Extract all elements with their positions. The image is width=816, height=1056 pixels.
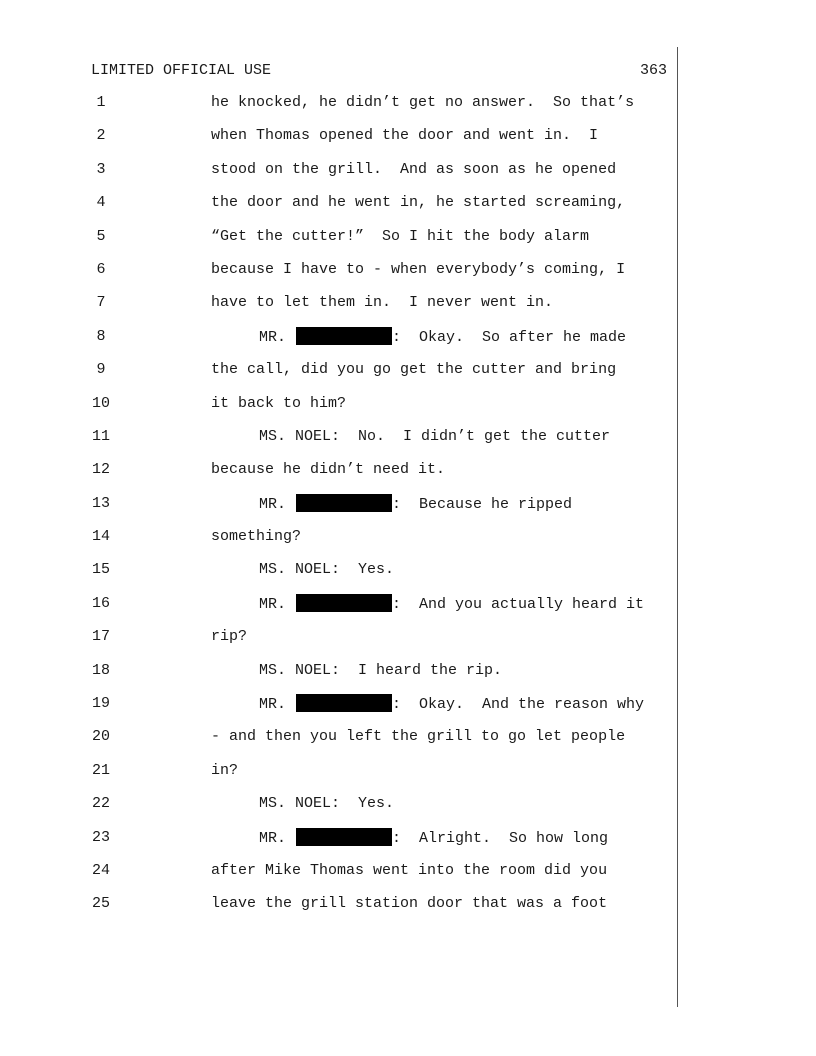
transcript-line [0,794,816,827]
speaker-prefix: MR. [259,328,287,346]
line-text: have to let them in. I never went in. [211,294,554,312]
speaker-prefix: MR. [259,595,287,613]
line-number: 10 [91,394,110,412]
line-number: 17 [91,628,110,646]
line-number: 13 [91,494,110,512]
speaker-prefix: MR. [259,495,287,513]
line-number: 20 [91,728,110,746]
transcript-line [0,193,816,226]
line-text: in? [211,761,239,779]
line-number: 3 [96,160,106,178]
line-number: 7 [96,294,106,312]
speaker-line [259,694,644,715]
line-text: : Okay. And the reason why [392,696,645,714]
transcript-line [0,861,816,894]
line-text: because he didn’t need it. [211,461,446,479]
line-number: 22 [91,795,110,813]
transcript-line [0,894,816,927]
line-number: 12 [91,461,110,479]
line-number: 9 [96,361,106,379]
line-text: he knocked, he didn’t get no answer. So that’s [211,94,635,111]
line-number: 8 [96,327,106,345]
transcript-line [0,160,816,193]
transcript-line [0,694,816,727]
line-number: 19 [91,695,110,713]
line-text: MS. NOEL: No. I didn’t get the cutter [259,427,611,445]
line-text: MS. NOEL: I heard the rip. [259,661,503,679]
transcript-line [0,227,816,260]
speaker-line [259,494,572,515]
line-text: the door and he went in, he started screaming, [211,194,626,212]
line-text: after Mike Thomas went into the room did you [211,861,608,879]
speaker-line [259,828,608,849]
transcript-line [0,460,816,493]
line-number: 15 [91,561,110,579]
classification-label: LIMITED OFFICIAL USE [91,62,272,79]
line-number: 16 [91,594,110,612]
line-text: the call, did you go get the cutter and bring [211,361,617,379]
line-text: “Get the cutter!” So I hit the body alarm [211,227,590,245]
transcript-line [0,494,816,527]
line-text: when Thomas opened the door and went in. I [211,127,599,145]
line-text: leave the grill station door that was a foot [211,895,608,913]
redaction-bar [296,594,392,612]
redaction-bar [296,494,392,512]
line-number: 4 [96,194,106,212]
transcript-line [0,126,816,159]
line-number: 5 [96,227,106,245]
transcript-line [0,761,816,794]
speaker-line [259,327,626,348]
transcript-line [0,93,816,126]
speaker-prefix: MR. [259,829,287,847]
transcript-line [0,260,816,293]
line-number: 11 [91,427,110,445]
transcript-line [0,661,816,694]
line-text: : And you actually heard it [392,595,645,613]
line-text: : Alright. So how long [392,829,609,847]
line-text: MS. NOEL: Yes. [259,795,395,813]
transcript-line [0,293,816,326]
line-number: 25 [91,895,110,913]
line-text: because I have to - when everybody’s coming, I [211,260,626,278]
redaction-bar [296,694,392,712]
line-number: 21 [91,761,110,779]
page-number: 363 [639,62,667,79]
transcript-line [0,527,816,560]
transcript-line [0,327,816,360]
page-header [91,61,667,81]
line-number: 2 [96,127,106,145]
speaker-line [259,594,644,615]
transcript-line [0,427,816,460]
transcript-line [0,594,816,627]
transcript-line [0,627,816,660]
speaker-prefix: MR. [259,696,287,714]
line-number: 1 [96,94,106,111]
line-number: 23 [91,828,110,846]
line-number: 14 [91,528,110,546]
line-text: : Because he ripped [392,495,573,513]
line-text: rip? [211,628,248,646]
transcript-line [0,828,816,861]
line-number: 6 [96,260,106,278]
line-text: it back to him? [211,394,347,412]
transcript-line [0,360,816,393]
line-text: MS. NOEL: Yes. [259,561,395,579]
transcript-body [0,93,816,933]
redaction-bar [296,327,392,345]
redaction-bar [296,828,392,846]
line-text: something? [211,528,302,546]
line-number: 18 [91,661,110,679]
transcript-line [0,727,816,760]
line-text: : Okay. So after he made [392,328,627,346]
transcript-line [0,394,816,427]
line-number: 24 [91,861,110,879]
transcript-line [0,560,816,593]
line-text: - and then you left the grill to go let people [211,728,626,746]
line-text: stood on the grill. And as soon as he opened [211,160,617,178]
